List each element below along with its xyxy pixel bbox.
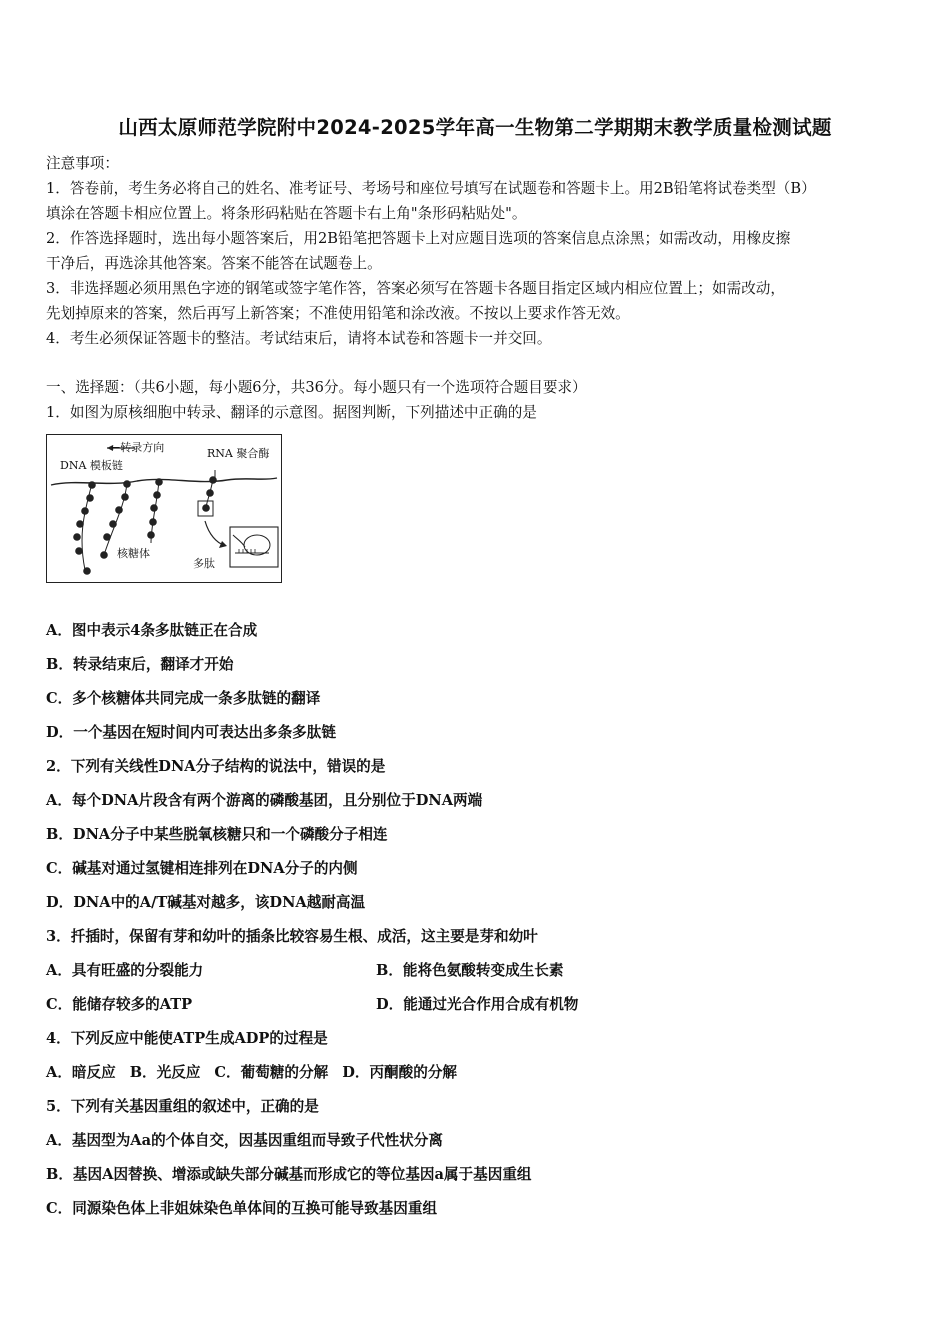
- dna-template-label: DNA 模板链: [60, 459, 123, 472]
- q3-option-d: D．能通过光合作用合成有机物: [376, 996, 579, 1013]
- ribosome-outline: [244, 535, 270, 555]
- question-5-stem: 5．下列有关基因重组的叙述中，正确的是: [46, 1098, 319, 1115]
- notice-line: 2．作答选择题时，选出每小题答案后，用2B铅笔把答题卡上对应题目选项的答案信息点涂黑；如需改动，用橡皮擦: [46, 230, 791, 247]
- notice-line: 干净后，再选涂其他答案。答案不能答在试题卷上。: [46, 255, 382, 272]
- q4-option-b: B．光反应: [129, 1064, 201, 1081]
- q2-option-d: D．DNA中的A/T碱基对越多，该DNA越耐高温: [46, 894, 366, 911]
- zoom-arrow: [205, 521, 224, 545]
- q3-option-c: C．能储存较多的ATP: [46, 996, 193, 1013]
- question-4-stem: 4．下列反应中能使ATP生成ADP的过程是: [46, 1030, 328, 1047]
- q1-option-d: D．一个基因在短时间内可表达出多条多肽链: [46, 724, 336, 741]
- q3-option-a: A．具有旺盛的分裂能力: [46, 962, 204, 979]
- q2-option-b: B．DNA分子中某些脱氧核糖只和一个磷酸分子相连: [46, 826, 388, 843]
- q4-option-a: A．暗反应: [46, 1064, 116, 1081]
- arrowhead: [219, 541, 227, 548]
- q4-option-d: D．丙酮酸的分解: [342, 1064, 458, 1081]
- notice-line: 4．考生必须保证答题卡的整洁。考试结束后，请将本试卷和答题卡一并交回。: [46, 330, 552, 347]
- notice-heading: 注意事项：: [46, 155, 119, 172]
- q3-option-b: B．能将色氨酸转变成生长素: [376, 962, 564, 979]
- question-3-stem: 3．扦插时，保留有芽和幼叶的插条比较容易生根、成活，这主要是芽和幼叶: [46, 928, 538, 945]
- transcription-direction-label: ←转录方向: [111, 441, 165, 454]
- notice-line: 先划掉原来的答案，然后再写上新答案；不准使用铅笔和涂改液。不按以上要求作答无效。: [46, 305, 630, 322]
- q1-option-a: A．图中表示4条多肽链正在合成: [46, 622, 258, 639]
- q2-option-a: A．每个DNA片段含有两个游离的磷酸基团，且分别位于DNA两端: [46, 792, 483, 809]
- notice-line: 3．非选择题必须用黑色字迹的钢笔或签字笔作答，答案必须写在答题卡各题目指定区域内相应位置上；如需改动，: [46, 280, 785, 297]
- q4-options: [46, 1061, 457, 1082]
- transcription-translation-figure: [46, 434, 282, 583]
- ribosome-label: 核糖体: [117, 547, 150, 560]
- notice-line: 1．答卷前，考生务必将自己的姓名、准考证号、考场号和座位号填写在试题卷和答题卡上。用2B铅笔将试卷类型（B）: [46, 180, 816, 197]
- q5-option-b: B．基因A因替换、增添或缺失部分碱基而形成它的等位基因a属于基因重组: [46, 1166, 532, 1183]
- q4-option-c: C．葡萄糖的分解: [214, 1064, 329, 1081]
- q2-option-c: C．碱基对通过氢键相连排列在DNA分子的内侧: [46, 860, 358, 877]
- rna-polymerase-label: RNA 聚合酶: [207, 447, 270, 460]
- section-heading: 一、选择题：（共6小题，每小题6分，共36分。每小题只有一个选项符合题目要求）: [46, 379, 587, 396]
- polypeptide-label: 多肽: [193, 557, 215, 570]
- enlarged-view-box: [230, 527, 278, 567]
- polypeptide-chain: [233, 535, 245, 547]
- codon-ticks: [239, 549, 255, 553]
- q1-option-c: C．多个核糖体共同完成一条多肽链的翻译: [46, 690, 321, 707]
- q1-option-b: B．转录结束后，翻译才开始: [46, 656, 234, 673]
- question-1-stem: 1．如图为原核细胞中转录、翻译的示意图。据图判断，下列描述中正确的是: [46, 404, 537, 421]
- dna-strand: [51, 478, 277, 485]
- question-2-stem: 2．下列有关线性DNA分子结构的说法中，错误的是: [46, 758, 386, 775]
- q5-option-c: C．同源染色体上非姐妹染色单体间的互换可能导致基因重组: [46, 1200, 438, 1217]
- q5-option-a: A．基因型为Aa的个体自交，因基因重组而导致子代性状分离: [46, 1132, 443, 1149]
- notice-line: 填涂在答题卡相应位置上。将条形码粘贴在答题卡右上角"条形码粘贴处"。: [46, 205, 527, 222]
- page-title: 山西太原师范学院附中2024-2025学年高一生物第二学期期末教学质量检测试题: [118, 116, 832, 139]
- ribosome-chain-3: [147, 478, 163, 539]
- ribosome-chain-1: [73, 481, 96, 575]
